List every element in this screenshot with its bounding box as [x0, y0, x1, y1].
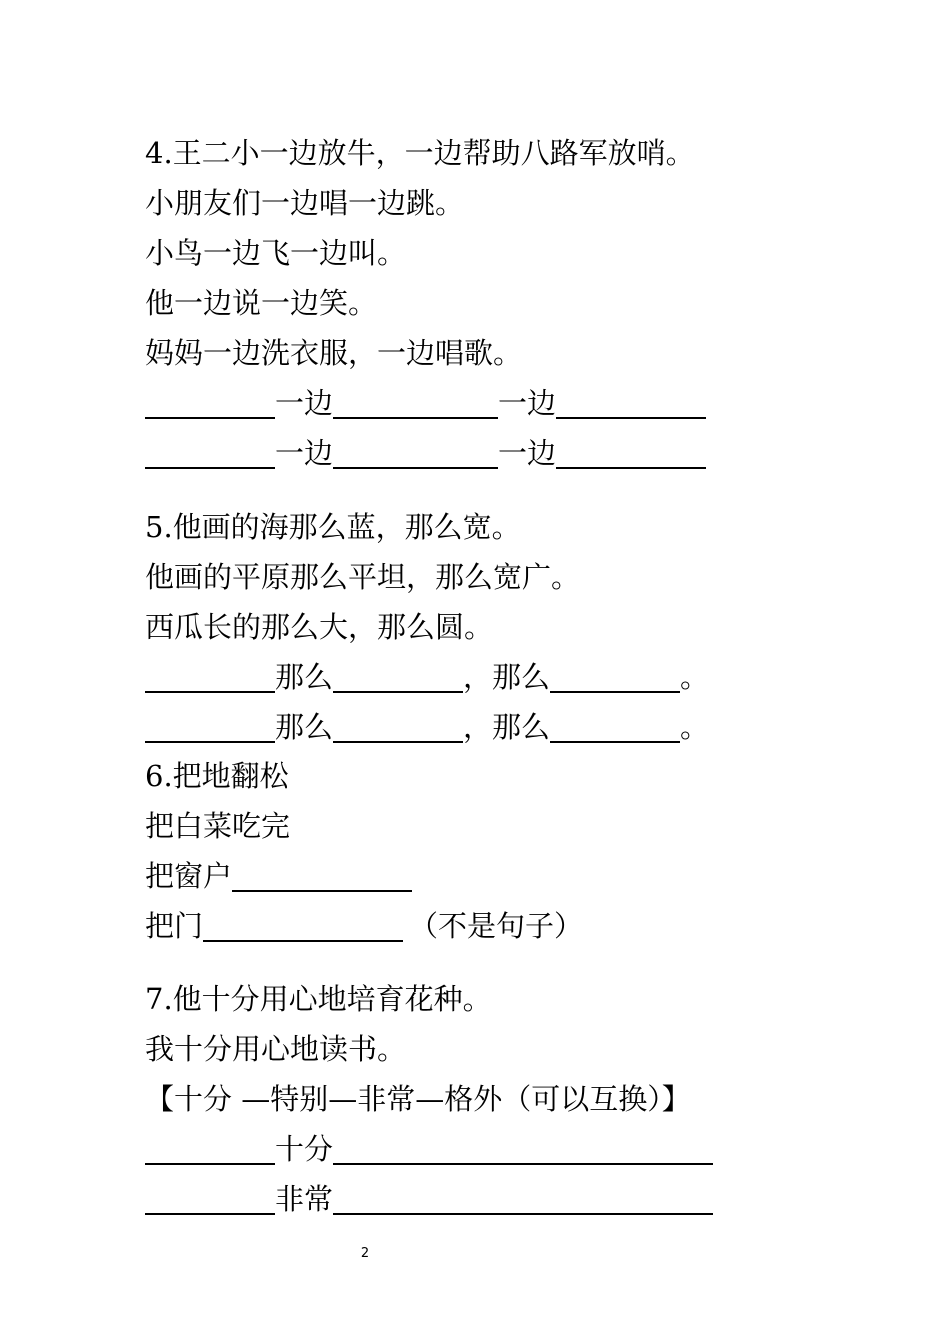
prompt-text: 把门	[145, 909, 204, 943]
blank-field[interactable]	[145, 711, 275, 743]
s5-fill-row-2	[145, 705, 709, 749]
blank-field[interactable]	[556, 437, 706, 469]
s4-line-2: 小朋友们一边唱一边跳。	[145, 186, 465, 220]
connector-text: 一边	[498, 436, 557, 470]
blank-field[interactable]	[333, 437, 498, 469]
s7-fill-row-2	[145, 1177, 713, 1221]
blank-field[interactable]	[203, 910, 403, 942]
blank-field[interactable]	[550, 661, 680, 693]
s7-fill-row-1	[145, 1127, 713, 1171]
end-punct: 。	[680, 660, 710, 694]
blank-field[interactable]	[145, 387, 275, 419]
blank-field[interactable]	[145, 1133, 275, 1165]
s7-line-3: 【十分 —特别—非常—格外（可以互换）】	[145, 1082, 691, 1116]
blank-field[interactable]	[333, 1133, 713, 1165]
word-text: 非常	[275, 1182, 334, 1216]
s4-fill-row-2	[145, 431, 706, 475]
connector-text: 那么	[275, 710, 334, 744]
s5-line-1: 5.他画的海那么蓝，那么宽。	[145, 510, 521, 544]
end-punct: 。	[680, 710, 710, 744]
connector-text: 一边	[275, 386, 334, 420]
s4-line-1: 4.王二小一边放牛，一边帮助八路军放哨。	[145, 136, 695, 170]
s4-line-3: 小鸟一边飞一边叫。	[145, 236, 407, 270]
s6-fill-row-2	[145, 904, 583, 948]
blank-field[interactable]	[333, 711, 463, 743]
prompt-text: 把窗户	[145, 859, 233, 893]
s5-line-2: 他画的平原那么平坦，那么宽广。	[145, 560, 581, 594]
s4-line-5: 妈妈一边洗衣服，一边唱歌。	[145, 336, 523, 370]
blank-field[interactable]	[556, 387, 706, 419]
s5-line-3: 西瓜长的那么大，那么圆。	[145, 610, 494, 644]
page-number: 2	[360, 1246, 370, 1261]
connector-text: ，那么	[463, 660, 551, 694]
s6-fill-row-1	[145, 854, 412, 898]
s5-fill-row-1	[145, 655, 709, 699]
s4-line-4: 他一边说一边笑。	[145, 286, 378, 320]
note-text: （不是句子）	[409, 909, 584, 943]
blank-field[interactable]	[145, 661, 275, 693]
s7-line-1: 7.他十分用心地培育花种。	[145, 982, 492, 1016]
blank-field[interactable]	[333, 387, 498, 419]
connector-text: 一边	[498, 386, 557, 420]
blank-field[interactable]	[550, 711, 680, 743]
connector-text: ，那么	[463, 710, 551, 744]
word-text: 十分	[275, 1132, 334, 1166]
blank-field[interactable]	[232, 860, 412, 892]
blank-field[interactable]	[333, 1183, 713, 1215]
s6-line-2: 把白菜吃完	[145, 809, 291, 843]
s6-line-1: 6.把地翻松	[145, 759, 289, 793]
blank-field[interactable]	[333, 661, 463, 693]
s4-fill-row-1	[145, 381, 706, 425]
s7-line-2: 我十分用心地读书。	[145, 1032, 407, 1066]
connector-text: 一边	[275, 436, 334, 470]
blank-field[interactable]	[145, 1183, 275, 1215]
blank-field[interactable]	[145, 437, 275, 469]
connector-text: 那么	[275, 660, 334, 694]
